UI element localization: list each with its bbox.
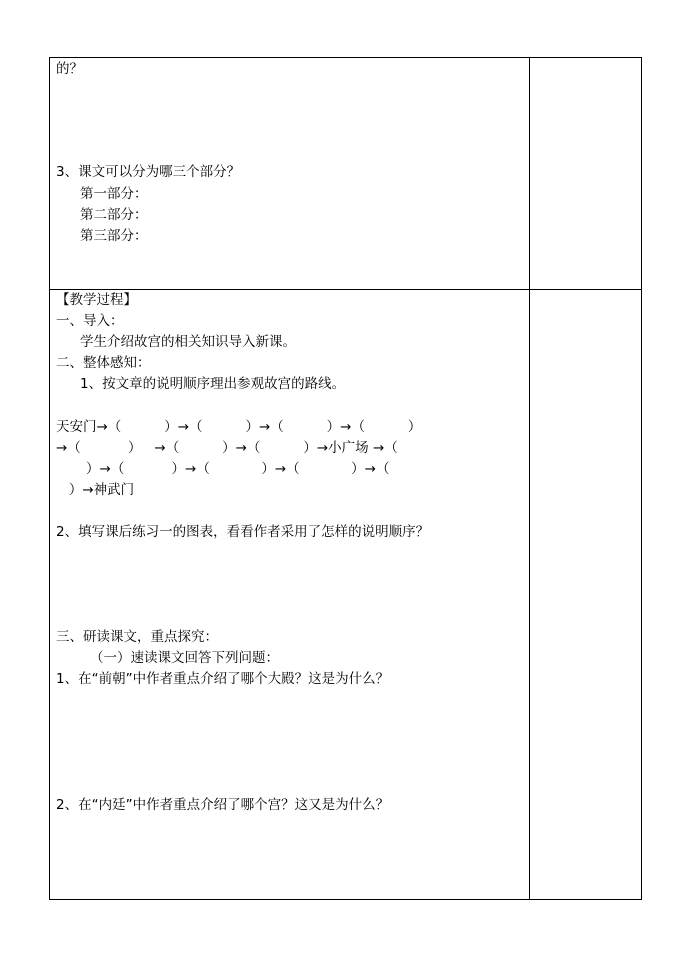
- section-3-title: 三、研读课文，重点探究：: [56, 629, 218, 645]
- section-3-question-1: 1、在“前朝”中作者重点介绍了哪个大殿？这是为什么？: [56, 671, 390, 687]
- continued-question-text: 的？: [56, 61, 83, 77]
- section-1-title: 一、导入：: [56, 313, 124, 329]
- section-2-item-1: 1、按文章的说明顺序理出参观故宫的路线。: [80, 376, 346, 392]
- route-line-1: 天安门→（ ）→（ ）→（ ）→（ ）: [56, 419, 422, 435]
- section-2-title: 二、整体感知：: [56, 355, 151, 371]
- section-2-item-2: 2、填写课后练习一的图表，看看作者采用了怎样的说明顺序？: [56, 524, 430, 540]
- part-3-label: 第三部分：: [80, 228, 148, 244]
- section-heading: 【教学过程】: [56, 292, 137, 308]
- route-line-4: ）→神武门: [56, 482, 135, 498]
- route-line-3: ）→（ ）→（ ）→（ ）→（: [56, 461, 390, 477]
- section-3-question-2: 2、在“内廷”中作者重点介绍了哪个宫？这又是为什么？: [56, 797, 390, 813]
- part-2-label: 第二部分：: [80, 207, 148, 223]
- route-line-2: →（ ） →（ ）→（ ）→小广场 →（: [56, 440, 398, 456]
- section-3-subtitle: （一）速读课文回答下列问题：: [90, 650, 279, 666]
- section-1-body: 学生介绍故宫的相关知识导入新课。: [80, 334, 296, 350]
- column-divider: [529, 57, 530, 900]
- row-divider: [49, 289, 642, 290]
- question-3: 3、课文可以分为哪三个部分？: [56, 164, 241, 180]
- worksheet-table: [49, 57, 642, 900]
- part-1-label: 第一部分：: [80, 186, 148, 202]
